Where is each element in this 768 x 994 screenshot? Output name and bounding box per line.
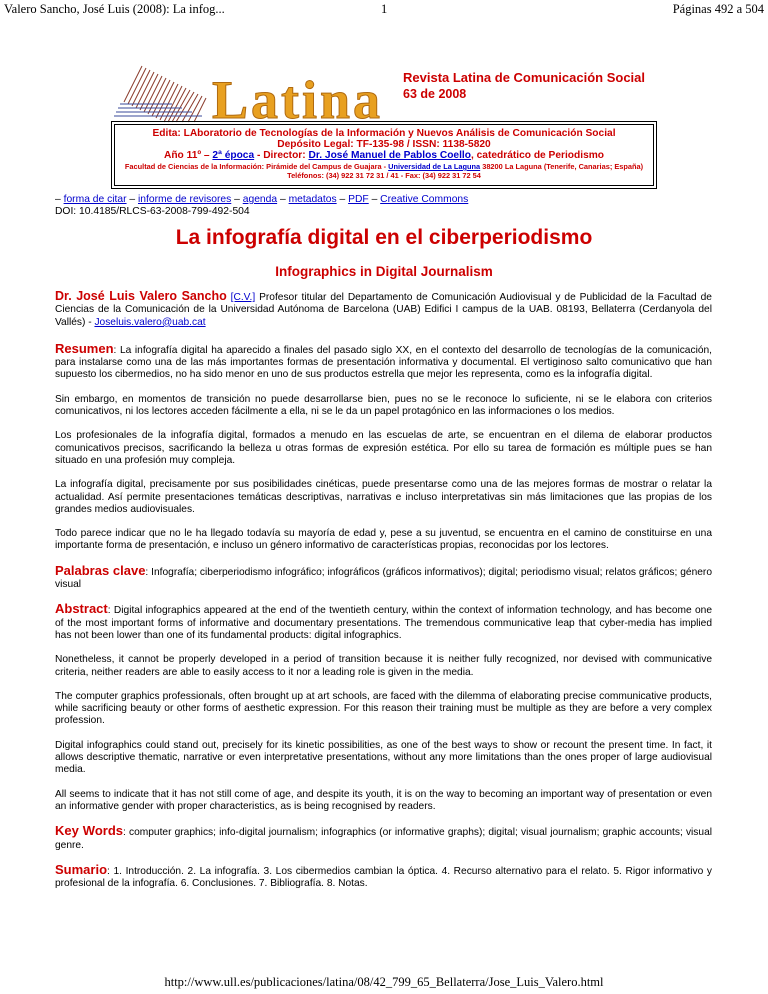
- link-metadatos[interactable]: metadatos: [288, 194, 337, 205]
- publisher-info-box: [114, 124, 654, 186]
- author-block: Dr. José Luis Valero Sancho [C.V.] Profesor titular del Departamento de Comunicación Audiovisual y de Publicidad de la Facultad de Ciencias de la Comunicación de la Universidad Autónoma de Barcelona (UAB) Edifici I campus de la UAB. 08193, Bellaterra (Cerdanyola del Vallés) - Joseluis.valero@uab.cat: [55, 289, 712, 328]
- link-agenda[interactable]: agenda: [242, 194, 278, 205]
- abstract-p5: All seems to indicate that it has not still come of age, and despite its youth, it is on the way to becoming an important way of presentation or even an informative gender with proper characteristics, as is being recognised by readers.: [55, 788, 712, 812]
- university-link[interactable]: Universidad de La Laguna: [388, 162, 481, 171]
- article-subtitle: Infographics in Digital Journalism: [275, 264, 493, 279]
- abstract-label: Abstract: [55, 601, 108, 617]
- faculty-line: Facultad de Ciencias de la Información: Pirámide del Campus de Guajara - Universidad de La Laguna 38200 La Laguna (Tenerife, Canarias; España): [124, 162, 644, 171]
- cv-link[interactable]: [C.V.]: [230, 292, 256, 303]
- link-pdf[interactable]: PDF: [348, 194, 369, 205]
- publisher-line: Edita: LAboratorio de Tecnologías de la Información y Nuevos Análisis de Comunicación Social: [152, 128, 616, 139]
- abstract-p3: The computer graphics professionals, often brought up at art schools, are faced with the dilemma of elaborating precise communicative products, while sacrificing beauty or other forms of aesthetic expression. For this reason their training must be multiple as they are before a very complex profession.: [55, 690, 712, 727]
- epoca-link[interactable]: 2ª época: [212, 150, 255, 161]
- article-body: [55, 290, 712, 902]
- palabras-label: Palabras clave: [55, 562, 146, 578]
- journal-heading: [403, 70, 645, 101]
- latina-logo[interactable]: [112, 64, 397, 124]
- resumen-p1: Resumen: La infografía digital ha aparecido a finales del pasado siglo XX, en el contexto del desarrollo de tecnologías de la comunicación, para instalarse como una de las más importantes formas de presentación informativa y documental. El vertiginoso salto comunicativo que han supuesto los cibermedios, no ha sido menor en uno de sus productos estrella que mejor les representa, como es la infografía digital.: [55, 340, 712, 381]
- print-header-page-number: 1: [381, 2, 388, 16]
- article-title: La infografía digital en el ciberperiodismo: [175, 226, 593, 249]
- abstract-p4: Digital infographics could stand out, precisely for its kinetic possibilities, as one of the best ways to show or recount the present time. In fact, it allows descriptive thematic, narrative or even interpretative presentations, without any more limitations than the ones proper of large audiovisual media.: [55, 739, 712, 776]
- author-email-link[interactable]: Joseluis.valero@uab.cat: [94, 316, 206, 328]
- director-link[interactable]: Dr. José Manuel de Pablos Coello: [308, 150, 471, 161]
- doi: DOI: 10.4185/RLCS-63-2008-799-492-504: [55, 206, 250, 217]
- resumen-p2: Sin embargo, en momentos de transición no puede desarrollarse bien, pues no se le reconoce lo suficiente, ni se le elabora con criterios comunicativos, ni los lectores acceden fácilmente a ella, ni se le da un papel protagónico en las informaciones o los medios.: [55, 393, 712, 418]
- link-informe-revisores[interactable]: informe de revisores: [138, 194, 232, 205]
- latina-wordmark: Latina: [212, 70, 384, 124]
- abstract-p2: Nonetheless, it cannot be properly developed in a period of transition because it is neither fully recognized, nor devised with communicative criteria, neither readers are able to easily access to it nor a leading role is given in the media.: [55, 654, 712, 678]
- director-line: Año 11º – 2ª época - Director: Dr. José Manuel de Pablos Coello, catedrático de Periodismo: [163, 150, 605, 161]
- author-name: Dr. José Luis Valero Sancho: [55, 289, 227, 303]
- resumen-p5: Todo parece indicar que no le ha llegado todavía su mayoría de edad y, pese a su juventud, se encuentra en el camino de constituirse en una importante forma de presentación, e incluso un género informativo de características propias, reconocidas por los lectores.: [55, 528, 712, 552]
- palabras-clave: Palabras clave: Infografía; ciberperiodismo infográfico; infográficos (gráficos informativos); digital; periodismo visual; relatos gráficos; género visual: [55, 562, 712, 591]
- links-row: – forma de citar – informe de revisores – agenda – metadatos – PDF – Creative Commons: [55, 194, 469, 205]
- sumario: Sumario: 1. Introducción. 2. La infografía. 3. Los cibermedios cambian la óptica. 4. Recurso alternativo para el relato. 5. Rigor informativo y profesional de la infografía. 6. Conclusiones. 7. Bibliografía. 8. Notas.: [55, 861, 712, 890]
- legal-deposit-line: Depósito Legal: TF-135-98 / ISSN: 1138-5820: [277, 139, 491, 150]
- resumen-p3: Los profesionales de la infografía digital, formados a menudo en las escuelas de arte, se encuentran en el dilema de elaborar productos comunicativos precisos, sacrificando la belleza u otras formas de expresión estética. Por ello su tarea de formación es múltiple pues se han situado en una profesión muy compleja.: [55, 430, 712, 466]
- latina-logo-graphic: [112, 64, 397, 124]
- print-header-pages: Páginas 492 a 504: [672, 2, 764, 16]
- print-footer-url: http://www.ull.es/publicaciones/latina/08/42_799_65_Bellaterra/Jose_Luis_Valero.html: [164, 975, 604, 989]
- journal-issue: 63 de 2008: [403, 87, 467, 101]
- phone-line: Teléfonos: (34) 922 31 72 31 / 41 - Fax: (34) 922 31 72 54: [287, 171, 481, 180]
- link-creative-commons[interactable]: Creative Commons: [380, 194, 469, 205]
- key-words-label: Key Words: [55, 823, 123, 839]
- link-forma-de-citar[interactable]: forma de citar: [63, 194, 127, 205]
- resumen-label: Resumen: [55, 340, 114, 356]
- article-links: [55, 194, 468, 218]
- key-words: Key Words: computer graphics; info-digital journalism; infographics (or informative graphs); digital; visual journalism; graphic accounts; visual genre.: [55, 823, 712, 851]
- sumario-label: Sumario: [55, 861, 108, 877]
- abstract-p1: Abstract: Digital infographics appeared at the end of the twentieth century, within the context of information technology, and has become one of the most important forms of informative and documentary presentations. The tremendous communicative leap that cyber-media has implied has not been lower than one of its fundamental products: digital infographics.: [55, 601, 712, 641]
- print-header: [4, 2, 764, 18]
- resumen-p4: La infografía digital, precisamente por sus posibilidades cinéticas, puede presentarse como una de las mejores formas de mostrar o relatar la actualidad. Así permite presentaciones temáticas descriptivas, narrativas e incluso interpretativas sin más limitaciones que las propias de los grandes medios audiovisuales.: [55, 479, 712, 515]
- journal-name: Revista Latina de Comunicación Social: [403, 70, 646, 85]
- print-header-title: Valero Sancho, José Luis (2008): La infog...: [4, 2, 225, 16]
